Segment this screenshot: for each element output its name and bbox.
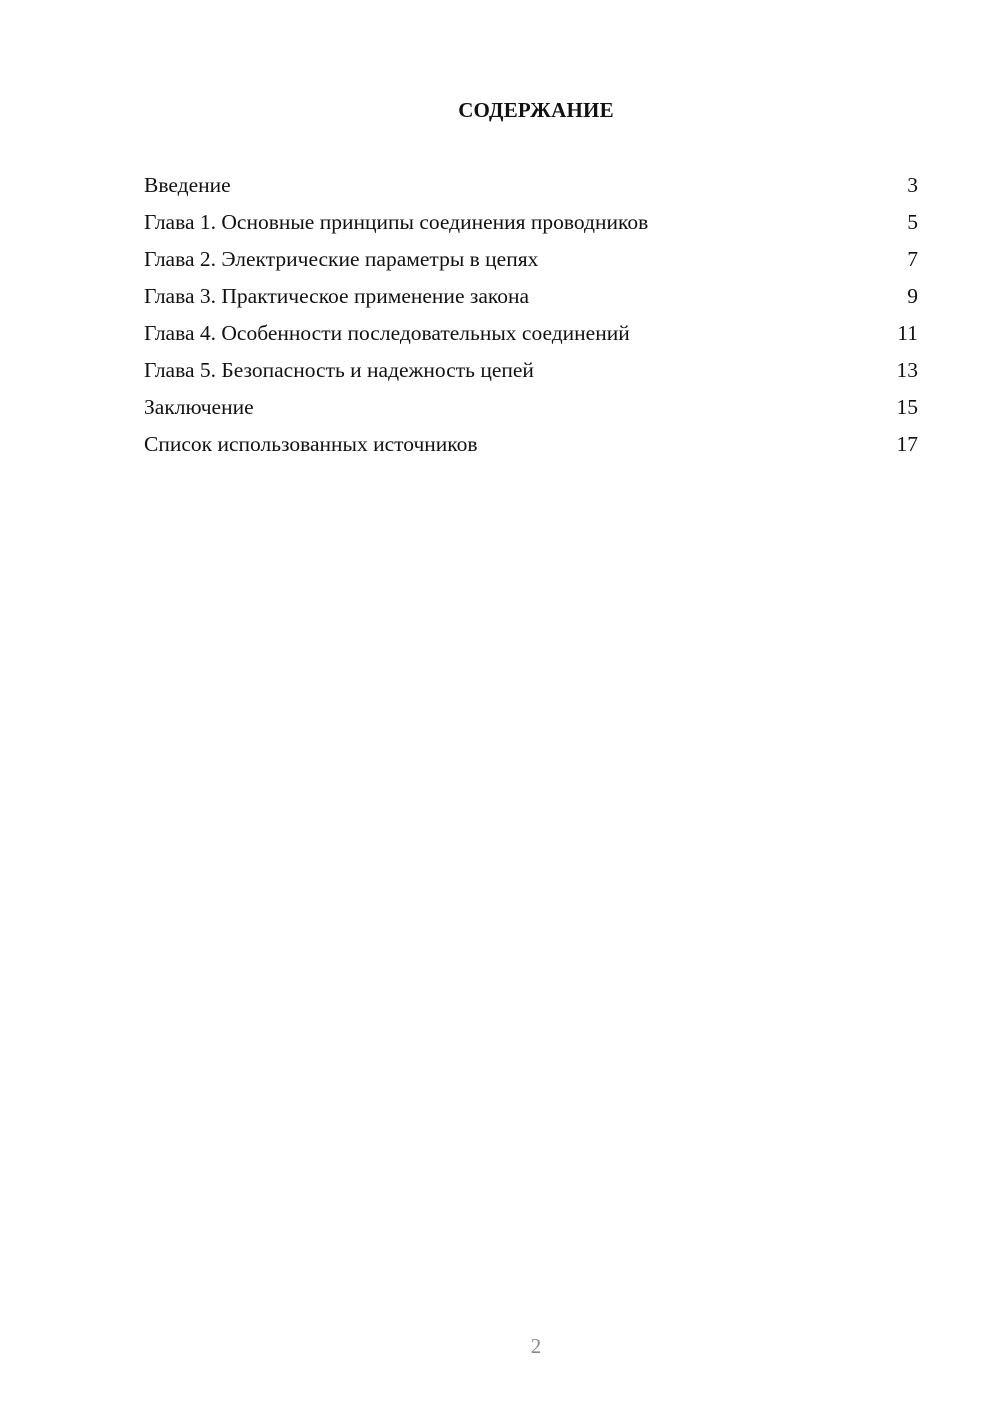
toc-entry-title: Глава 2. Электрические параметры в цепях — [144, 247, 539, 271]
toc-entry-title: Глава 5. Безопасность и надежность цепей — [144, 358, 534, 382]
toc-entry — [144, 205, 918, 242]
toc-entry — [144, 427, 918, 464]
toc-entry-title: Глава 1. Основные принципы соединения проводников — [144, 210, 649, 234]
toc-entry-title: Глава 3. Практическое применение закона — [144, 284, 530, 308]
toc-entry-title: Список использованных источников — [144, 432, 478, 456]
toc-entry-title: Глава 4. Особенности последовательных соединений — [144, 321, 630, 345]
toc-heading: СОДЕРЖАНИЕ — [458, 98, 614, 122]
toc-entry-page: 17 — [896, 432, 918, 456]
toc-entry-page: 5 — [907, 210, 918, 234]
toc-entry-title: Введение — [144, 173, 231, 197]
toc-entry-title: Заключение — [144, 395, 254, 419]
toc-entry — [144, 353, 918, 390]
toc-entry-page: 7 — [907, 247, 918, 271]
toc-entry — [144, 279, 918, 316]
page-number: 2 — [530, 1334, 542, 1358]
toc-entry — [144, 242, 918, 279]
toc-entry — [144, 168, 918, 205]
toc-entry — [144, 316, 918, 353]
toc-entry-page: 15 — [896, 395, 918, 419]
toc-entry-page: 3 — [907, 173, 918, 197]
toc-entry-page: 9 — [907, 284, 918, 308]
toc-entry-page: 13 — [896, 358, 918, 382]
table-of-contents — [144, 168, 918, 464]
toc-entry — [144, 390, 918, 427]
toc-entry-page: 11 — [897, 321, 918, 345]
